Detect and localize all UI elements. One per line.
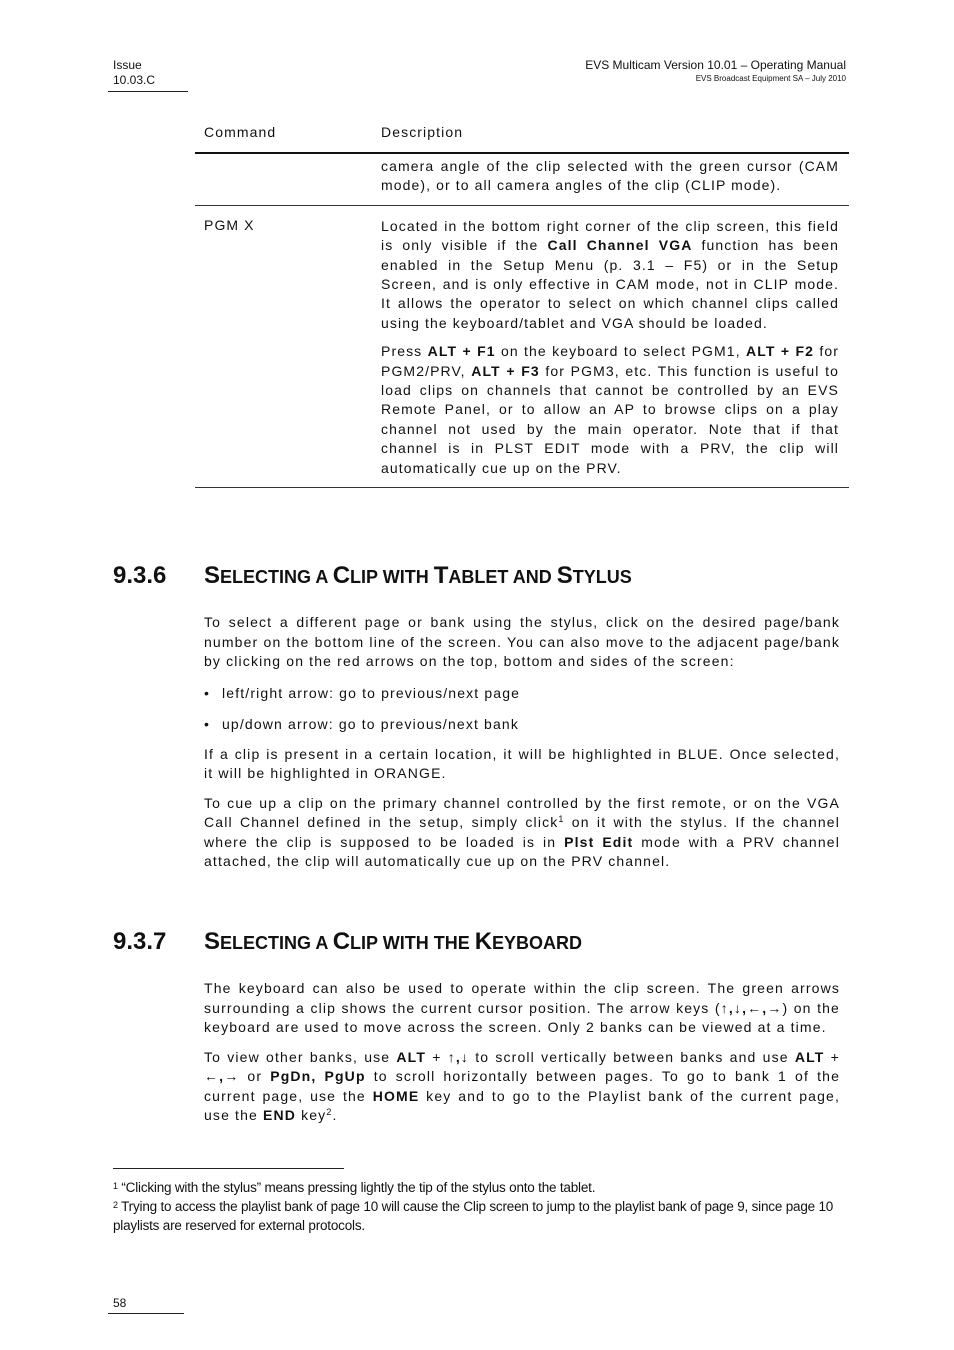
description-paragraph: Located in the bottom right corner of the clip screen, this field is only visible if the Call Channel VGA function has been enabled in the Setup Menu (p. 3.1 – F5) or in the Setup Screen, and is only effective in CAM mode, not in CLIP mode. It allows the operator to select on which channel clips called using the keyboard/tablet and VGA should be loaded. [381, 217, 839, 331]
section-heading [113, 928, 582, 956]
section-number: 9.3.7 [113, 928, 167, 955]
cue-paragraph: To cue up a clip on the primary channel controlled by the first remote, or on the VGA Call Channel defined in the setup, simply click$^1$ on it with the stylus. If the channel where the clip is supposed to be loaded is in Plst Edit mode with a PRV channel attached, the clip will automatically cue up on the PRV channel. [204, 794, 840, 869]
header-rule [108, 91, 188, 92]
cell-command [195, 157, 381, 196]
section-title: SELECTING A CLIP WITH TABLET AND STYLUS [204, 562, 632, 589]
issue-label: Issue [113, 58, 142, 72]
table-row [195, 154, 849, 205]
bullet-icon: • [204, 684, 211, 701]
issue-number: 10.03.C [113, 73, 156, 87]
list-item: • up/down arrow: go to previous/next bank [204, 715, 840, 735]
cell-description [381, 217, 849, 478]
cell-command: PGM X [204, 216, 255, 233]
section-body [204, 613, 840, 872]
description-paragraph: Press ALT + F1 on the keyboard to select PGM1, ALT + F2 for PGM2/PRV, ALT + F3 for PGM3, etc. This function is useful to load clips on channels that cannot be controlled by an EVS Remote Panel, or to allow an AP to browse clips on a play channel not used by the main operator. Note that if that channel is in PLST EDIT mode with a PRV, the clip will automatically cue up on the PRV. [381, 343, 839, 476]
highlight-paragraph: If a clip is present in a certain location, it will be highlighted in BLUE. Once selected, it will be highlighted in ORANGE. [204, 745, 840, 781]
header-issue [113, 58, 155, 88]
intro-paragraph: To select a different page or bank using the stylus, click on the desired page/bank number on the bottom line of the screen. You can also move to the adjacent page/bank by clicking on the red arrows on the top, bottom and sides of the screen: [204, 614, 840, 669]
section-title: SELECTING A CLIP WITH THE KEYBOARD [204, 928, 583, 955]
page-number: 58 [113, 1296, 127, 1310]
list-item: • left/right arrow: go to previous/next page [204, 684, 840, 704]
header-description: Description [381, 124, 464, 140]
scroll-paragraph: To view other banks, use ALT + ↑,↓ to scroll vertically between banks and use ALT + ←,→ or PgDn, PgUp to scroll horizontally between pages. To go to bank 1 of the current page, use the HOME key and to go to the Playlist bank of the current page, use the END key$^2$. [204, 1048, 841, 1123]
section-number: 9.3.6 [113, 562, 167, 589]
cell-description [381, 157, 849, 196]
command-table [195, 118, 849, 488]
section-heading [113, 562, 632, 590]
keyboard-paragraph: The keyboard can also be used to operate within the clip screen. The green arrows surrounding a clip shows the current cursor position. The arrow keys (↑,↓,←,→) on the keyboard are used to move across the screen. Only 2 banks can be viewed at a time. [204, 980, 840, 1035]
table-row [195, 206, 849, 487]
description-text: camera angle of the clip selected with the green cursor (CAM mode), or to all camera angles of the clip (CLIP mode). [381, 158, 839, 194]
table-bottom-rule [195, 487, 849, 488]
footnote-ref: 2 [326, 1107, 333, 1117]
footnote: $^1$ “Clicking with the stylus” means pressing lightly the tip of the stylus onto the tablet. [113, 1180, 596, 1195]
header-manual [585, 58, 846, 84]
bullet-icon: • [204, 716, 211, 732]
footer-rule [108, 1313, 184, 1314]
footnotes [113, 1178, 848, 1235]
company-line: EVS Broadcast Equipment SA – July 2010 [695, 74, 846, 83]
table-header [195, 118, 849, 152]
section-body [204, 979, 840, 1126]
footnote-ref: 1 [558, 814, 565, 824]
footnote: $^2$ Trying to access the playlist bank of page 10 will cause the Clip screen to jump to the playlist bank of page 9, since page 10 playlists are reserved for external protocols. [113, 1199, 834, 1233]
arrow-keys: ↑,↓,←,→ [720, 999, 783, 1016]
header-command: Command [204, 124, 277, 140]
footnote-rule [113, 1168, 344, 1169]
manual-title: EVS Multicam Version 10.01 – Operating Manual [585, 58, 846, 72]
